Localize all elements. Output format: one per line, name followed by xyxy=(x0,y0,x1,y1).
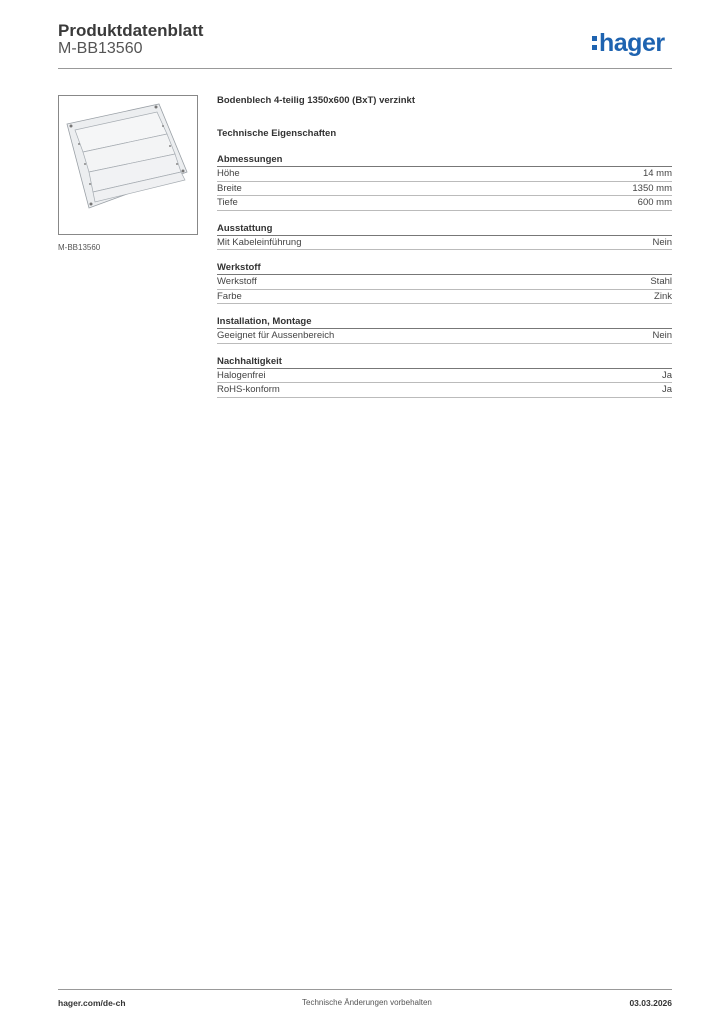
section-werkstoff xyxy=(217,262,672,304)
spec-value: Ja xyxy=(661,384,672,395)
page-title: Produktdatenblatt xyxy=(58,21,204,40)
spec-row xyxy=(217,369,672,384)
footer-divider xyxy=(58,989,672,990)
image-caption: M-BB13560 xyxy=(58,243,101,252)
spec-table xyxy=(217,95,672,398)
product-image xyxy=(58,95,198,235)
product-title: Bodenblech 4-teilig 1350x600 (BxT) verzinkt xyxy=(217,95,415,106)
section-title: Installation, Montage xyxy=(217,316,672,329)
spec-value: 1350 mm xyxy=(632,182,672,194)
section-title: Ausstattung xyxy=(217,223,672,236)
product-code: M-BB13560 xyxy=(58,40,143,57)
spec-row xyxy=(217,383,672,398)
spec-row xyxy=(217,196,672,211)
section-nachhaltigkeit xyxy=(217,356,672,398)
spec-label: Mit Kabeleinführung xyxy=(217,236,302,248)
spec-value: Nein xyxy=(652,236,672,248)
footer-date: 03.03.2026 xyxy=(629,998,672,1008)
spec-row xyxy=(217,275,672,290)
spec-row xyxy=(217,290,672,305)
spec-row xyxy=(217,329,672,344)
spec-label: Farbe xyxy=(217,290,242,302)
header-divider xyxy=(58,68,672,69)
section-title: Abmessungen xyxy=(217,154,672,167)
section-ausstattung xyxy=(217,223,672,251)
spec-row xyxy=(217,182,672,197)
spec-label: Höhe xyxy=(217,168,240,179)
spec-row xyxy=(217,167,672,182)
section-title: Nachhaltigkeit xyxy=(217,356,672,369)
floor-plate-illustration-icon xyxy=(59,96,197,234)
section-abmessungen xyxy=(217,154,672,211)
hager-logo[interactable] xyxy=(592,28,665,58)
spec-value: Ja xyxy=(661,369,672,381)
spec-label: Werkstoff xyxy=(217,276,257,287)
spec-value: Stahl xyxy=(650,276,672,287)
section-title: Werkstoff xyxy=(217,262,672,275)
spec-value: Nein xyxy=(652,330,672,341)
spec-value: 14 mm xyxy=(642,168,672,179)
spec-label: Breite xyxy=(217,182,242,194)
logo-dots-icon xyxy=(592,36,597,50)
spec-row xyxy=(217,236,672,251)
spec-label: RoHS-konform xyxy=(217,384,280,395)
tech-heading: Technische Eigenschaften xyxy=(217,128,337,139)
spec-label: Tiefe xyxy=(217,197,238,208)
footer-url-link[interactable]: hager.com/de-ch xyxy=(58,998,126,1008)
logo-wordmark: hager xyxy=(599,28,665,57)
spec-value: Zink xyxy=(654,290,672,302)
footer-note: Technische Änderungen vorbehalten xyxy=(302,998,432,1007)
spec-value: 600 mm xyxy=(637,197,672,208)
section-installation xyxy=(217,316,672,344)
spec-label: Halogenfrei xyxy=(217,369,266,381)
spec-label: Geeignet für Aussenbereich xyxy=(217,330,335,341)
